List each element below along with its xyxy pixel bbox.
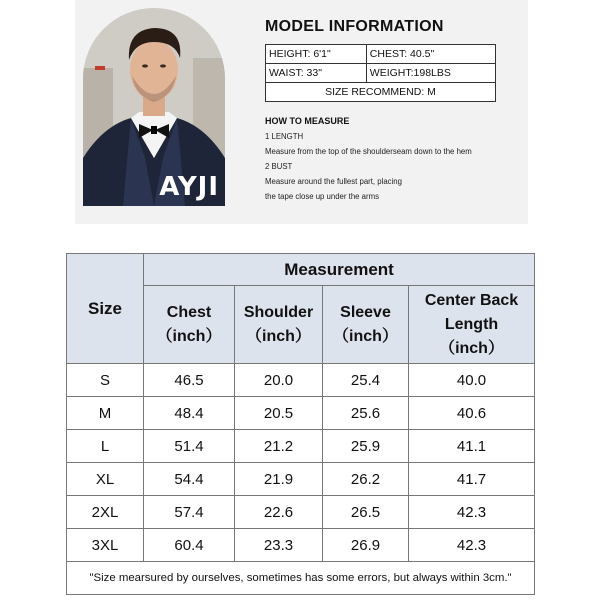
model-height: HEIGHT: 6'1" — [266, 45, 367, 64]
model-waist: WAIST: 33" — [266, 64, 367, 83]
shoulder-cell: 20.0 — [235, 364, 323, 397]
table-row — [67, 364, 535, 397]
size-cell: M — [67, 397, 144, 430]
sleeve-cell: 25.4 — [323, 364, 409, 397]
sleeve-cell: 25.6 — [323, 397, 409, 430]
column-label: Sleeve — [340, 303, 391, 321]
model-photo — [83, 8, 225, 206]
model-info-row — [266, 64, 496, 83]
table-row — [67, 529, 535, 562]
how-to-measure-title: HOW TO MEASURE — [265, 116, 350, 126]
chest-cell: 60.4 — [144, 529, 235, 562]
model-info-panel — [75, 0, 528, 224]
size-chart-table — [66, 253, 535, 595]
size-cell: S — [67, 364, 144, 397]
column-unit: （inch） — [156, 327, 222, 345]
chest-cell: 54.4 — [144, 463, 235, 496]
column-label: Shoulder — [243, 303, 314, 321]
length-cell: 41.1 — [409, 430, 535, 463]
shoulder-cell: 21.2 — [235, 430, 323, 463]
length-cell: 41.7 — [409, 463, 535, 496]
chest-cell: 51.4 — [144, 430, 235, 463]
size-cell: 3XL — [67, 529, 144, 562]
chest-cell: 46.5 — [144, 364, 235, 397]
sleeve-cell: 26.9 — [323, 529, 409, 562]
chest-column-header — [144, 286, 235, 364]
length-cell: 40.6 — [409, 397, 535, 430]
brand-logo: AYJI — [159, 172, 219, 202]
column-label-line2: Length — [444, 315, 499, 333]
shoulder-cell: 22.6 — [235, 496, 323, 529]
sleeve-cell: 26.5 — [323, 496, 409, 529]
model-info-row — [266, 83, 496, 102]
shoulder-cell: 23.3 — [235, 529, 323, 562]
chest-cell: 57.4 — [144, 496, 235, 529]
size-cell: 2XL — [67, 496, 144, 529]
sleeve-cell: 25.9 — [323, 430, 409, 463]
table-row — [67, 397, 535, 430]
length-cell: 42.3 — [409, 496, 535, 529]
sleeve-column-header — [323, 286, 409, 364]
shoulder-cell: 21.9 — [235, 463, 323, 496]
table-row — [67, 430, 535, 463]
model-info-table — [265, 44, 496, 102]
size-note: "Size mearsured by ourselves, sometimes has some errors, but always within 3cm." — [67, 562, 535, 595]
length-text: Measure from the top of the shoulderseam down to the hem — [265, 147, 472, 156]
table-row — [67, 463, 535, 496]
chest-cell: 48.4 — [144, 397, 235, 430]
model-chest: CHEST: 40.5" — [366, 45, 495, 64]
model-info-title: MODEL INFORMATION — [265, 18, 444, 35]
measurement-header: Measurement — [144, 254, 535, 286]
size-recommend: SIZE RECOMMEND: M — [266, 83, 496, 102]
column-label: Chest — [166, 303, 212, 321]
column-unit: （inch） — [246, 327, 311, 345]
column-unit: （inch） — [333, 327, 398, 345]
sleeve-cell: 26.2 — [323, 463, 409, 496]
note-row — [67, 562, 535, 595]
shoulder-column-header — [235, 286, 323, 364]
table-row — [67, 496, 535, 529]
column-unit: （inch） — [439, 339, 504, 357]
bust-text-1: Measure around the fullest part, placing — [265, 177, 402, 186]
model-info-row — [266, 45, 496, 64]
length-title: 1 LENGTH — [265, 132, 304, 141]
length-cell: 42.3 — [409, 529, 535, 562]
size-column-header: Size — [67, 254, 144, 364]
center-back-length-column-header — [409, 286, 535, 364]
bust-title: 2 BUST — [265, 162, 293, 171]
model-weight: WEIGHT:198LBS — [366, 64, 495, 83]
size-cell: XL — [67, 463, 144, 496]
bust-text-2: the tape close up under the arms — [265, 192, 379, 201]
size-cell: L — [67, 430, 144, 463]
length-cell: 40.0 — [409, 364, 535, 397]
shoulder-cell: 20.5 — [235, 397, 323, 430]
column-label: Center Back — [424, 291, 519, 309]
